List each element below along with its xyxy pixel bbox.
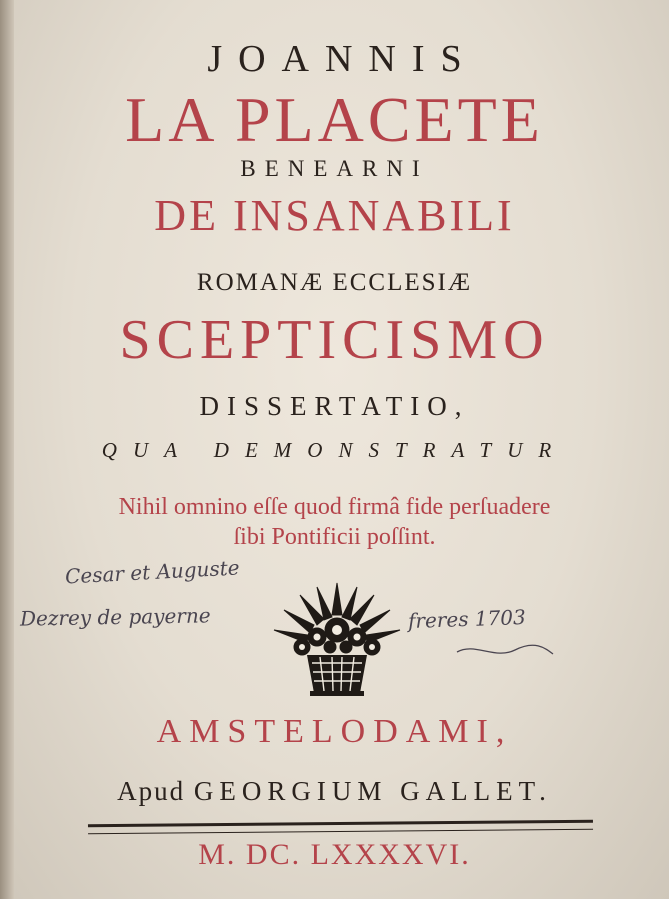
handwritten-flourish bbox=[455, 640, 555, 662]
author-first-name: JOANNIS bbox=[207, 38, 478, 80]
double-rule-divider bbox=[88, 820, 593, 834]
publisher-prefix: Apud bbox=[117, 776, 186, 806]
subtitle-intro: QUA DEMONSTRATUR bbox=[101, 438, 568, 462]
subtitle-line-2: ſibi Pontificii poſſint. bbox=[233, 524, 436, 550]
imprint-place: AMSTELODAMI, bbox=[156, 713, 513, 750]
author-last-name: LA PLACETE bbox=[125, 84, 544, 155]
printers-ornament-flower-basket-icon bbox=[262, 575, 412, 700]
handwritten-inscription-line-2: Dezrey de payerne bbox=[19, 603, 211, 631]
publisher-name: GEORGIUM GALLET. bbox=[193, 776, 552, 806]
imprint-publisher bbox=[0, 778, 669, 805]
work-form: DISSERTATIO, bbox=[199, 391, 470, 421]
title-part-2: ROMANÆ ECCLESIÆ bbox=[196, 269, 473, 296]
author-origin: BENEARNI bbox=[240, 156, 429, 181]
subtitle-line-1: Nihil omnino eſſe quod firmâ fide perſuadere bbox=[118, 494, 551, 520]
title-part-1: DE INSANABILI bbox=[154, 191, 515, 240]
handwritten-inscription-line-3: freres 1703 bbox=[407, 604, 527, 634]
handwritten-inscription-line-1: Cesar et Auguste bbox=[64, 555, 241, 589]
title-part-3: SCEPTICISMO bbox=[119, 309, 550, 371]
imprint-year: M. DC. LXXXXVI. bbox=[198, 838, 471, 871]
